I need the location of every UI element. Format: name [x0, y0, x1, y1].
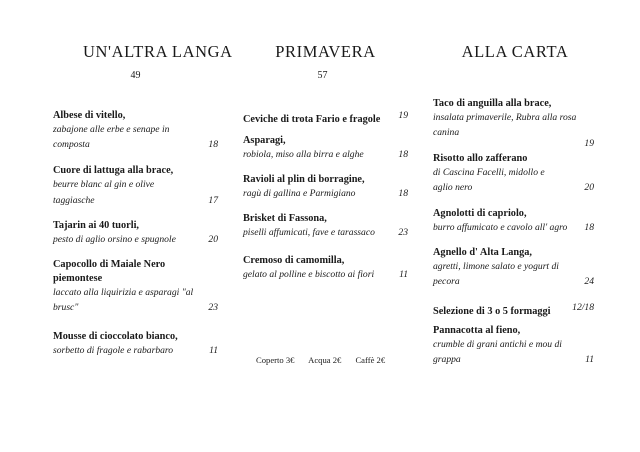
dish-description: zabajone alle erbe e senape in [53, 124, 170, 135]
coffee-price: Caffè 2€ [355, 355, 386, 365]
dish-price: 19 [398, 110, 408, 121]
dish-name: Agnolotti di capriolo, [433, 208, 527, 219]
dish-price: 20 [584, 181, 594, 193]
dish-price: 18 [584, 222, 594, 233]
dish-description: gelato al polline e biscotto ai fiori 11 [243, 268, 408, 283]
dish-description: composta 18 [53, 138, 218, 153]
dish-name: Mousse di cioccolato bianco, [53, 331, 178, 342]
dish-description: laccato alla liquirizia e asparagi "al [53, 287, 194, 298]
dish-name: Albese di vitello, [53, 110, 126, 121]
menu-item [53, 219, 218, 248]
dish-price: 18 [398, 149, 408, 160]
dish-price: 18 [398, 188, 408, 199]
menu-item [243, 109, 408, 127]
menu-column-un-altra-langa [53, 0, 233, 452]
dish-description: piselli affumicati, fave e tarassaco 23 [243, 226, 408, 241]
column-title: ALLA CARTA [461, 42, 569, 61]
dish-name: Risotto allo zafferano [433, 153, 528, 164]
menu-item [53, 258, 218, 315]
dish-name: Taco di anguilla alla brace, [433, 98, 552, 109]
dish-name: Tajarin ai 40 tuorli, [53, 220, 140, 231]
dish-name: Pannacotta al fieno, [433, 325, 521, 336]
menu-item [53, 109, 218, 152]
dish-price: 12/18 [572, 302, 594, 313]
extras-footer [256, 355, 397, 365]
dish-price: 24 [584, 275, 594, 287]
dish-description: canina [433, 126, 460, 138]
water-price: Acqua 2€ [308, 355, 342, 365]
dish-description: crumble di grani antichi e mou di [433, 339, 562, 350]
dish-price: 23 [208, 301, 218, 313]
menu-item [243, 254, 408, 283]
dish-price: 20 [208, 234, 218, 245]
dish-description: sorbetto di fragole e rabarbaro 11 [53, 344, 218, 359]
dish-name: Brisket di Fassona, [243, 213, 327, 224]
dish-description: robiola, miso alla birra e alghe 18 [243, 148, 408, 163]
dish-price-row [433, 137, 597, 149]
dish-description: burro affumicato e cavolo all' agro 18 [433, 221, 597, 236]
cover-charge: Coperto 3€ [256, 355, 295, 365]
dish-description: pecora 24 [433, 275, 597, 290]
dish-description: beurre blanc al gin e olive [53, 179, 155, 190]
dish-description: taggiasche 17 [53, 194, 218, 209]
dish-description: pesto di aglio orsino e spugnole 20 [53, 233, 218, 248]
menu-item [53, 164, 218, 208]
column-price: 49 [130, 70, 141, 81]
menu-item [243, 173, 408, 202]
dish-description: agretti, limone salato e yogurt di [433, 261, 559, 272]
menu-item [53, 330, 218, 359]
dish-description: ragù di gallina e Parmigiano 18 [243, 187, 408, 202]
menu-column-primavera [243, 0, 408, 452]
dish-name: Asparagi, [243, 135, 286, 146]
dish-price: 11 [209, 345, 218, 356]
menu-item [433, 207, 597, 236]
menu-item [433, 246, 597, 289]
column-title: UN'ALTRA LANGA [83, 42, 233, 61]
dish-row [433, 301, 597, 319]
dish-name: Agnello d' Alta Langa, [433, 247, 532, 258]
dish-description: di Cascina Facelli, midollo e [433, 167, 545, 178]
dish-price: 11 [399, 269, 408, 280]
dish-description: grappa 11 [433, 353, 597, 368]
dish-name: Capocollo di Maiale Nero [53, 259, 166, 270]
column-title: PRIMAVERA [275, 42, 376, 61]
dish-name: Cuore di lattuga alla brace, [53, 165, 174, 176]
menu-item [433, 324, 597, 367]
dish-description: brusc" 23 [53, 301, 218, 316]
dish-name: Cremoso di camomilla, [243, 255, 345, 266]
menu-item [433, 152, 597, 195]
menu-column-alla-carta [433, 0, 597, 452]
dish-price: 17 [208, 194, 218, 206]
menu-item [433, 97, 597, 149]
dish-description: insalata primaverile, Rubra alla rosa [433, 112, 577, 123]
dish-description: aglio nero 20 [433, 181, 597, 196]
dish-name: piemontese [53, 273, 103, 284]
dish-price: 18 [208, 138, 218, 150]
column-price: 57 [317, 70, 328, 81]
dish-row [243, 109, 408, 127]
dish-price: 19 [584, 138, 594, 150]
dish-name: Ravioli al plin di borragine, [243, 174, 365, 185]
dish-name: Ceviche di trota Fario e fragole [243, 114, 381, 125]
menu-item [243, 134, 408, 163]
menu-item [243, 212, 408, 241]
dish-price: 23 [398, 227, 408, 238]
dish-name: Selezione di 3 o 5 formaggi [433, 306, 551, 317]
menu-item [433, 301, 597, 319]
dish-price: 11 [585, 353, 594, 365]
